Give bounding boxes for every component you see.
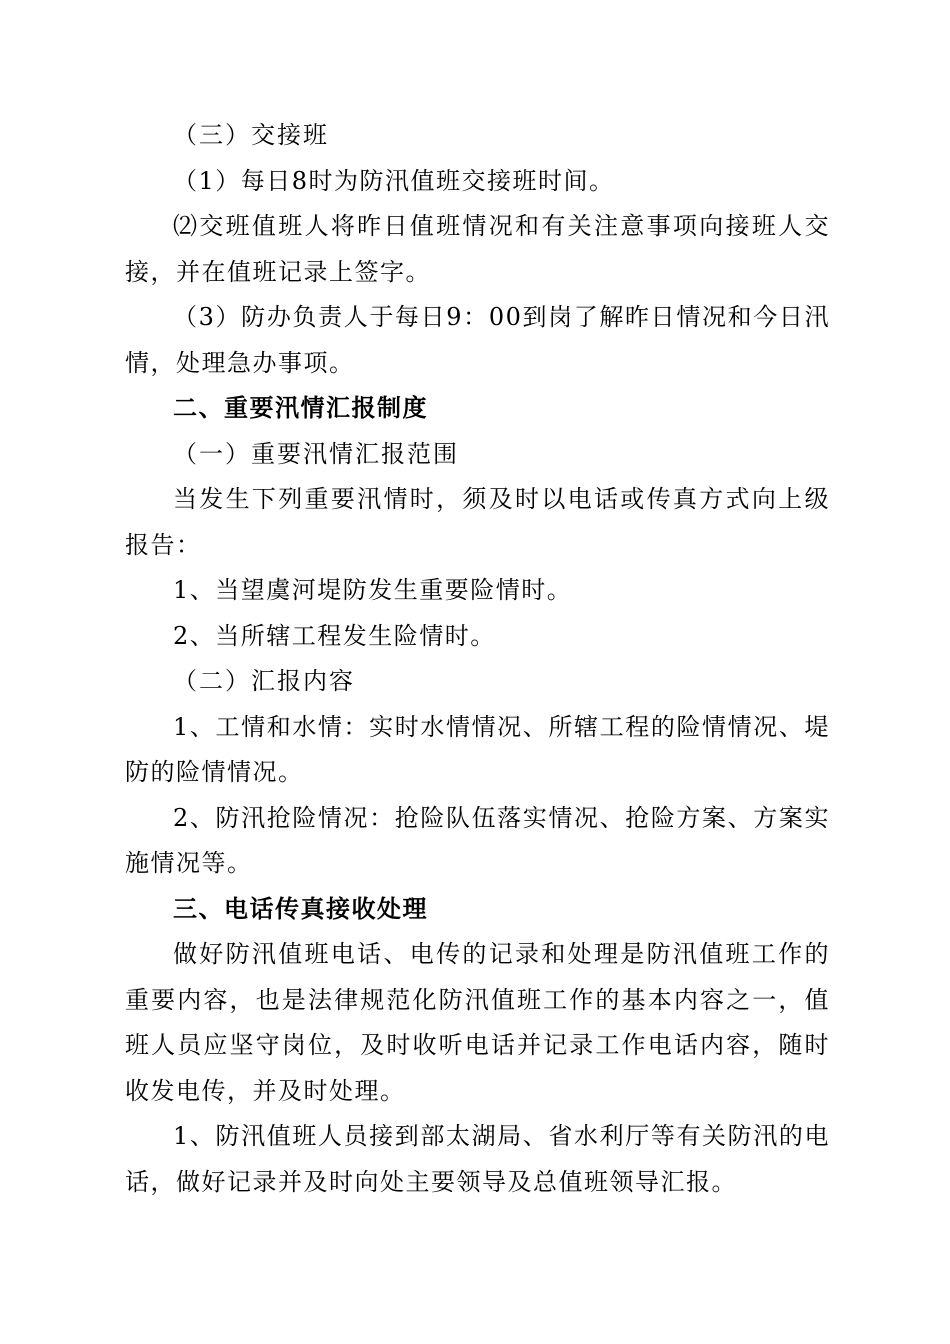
paragraph-handover-duties: ⑵交班值班人将昨日值班情况和有关注意事项向接班人交接，并在值班记录上签字。 <box>125 212 830 286</box>
subsection-heading-handover: （三）交接班 <box>173 121 329 149</box>
paragraph-office-head-duties: （3）防办负责人于每日9：00到岗了解昨日情况和今日汛情，处理急办事项。 <box>125 303 830 377</box>
paragraph-handover-time: （1）每日8时为防汛值班交接班时间。 <box>173 166 615 195</box>
document-body <box>125 113 830 1205</box>
list-item-work-water-conditions: 1、工情和水情：实时水情情况、所辖工程的险情情况、堤防的险情情况。 <box>125 712 830 786</box>
list-item-call-recording: 1、防汛值班人员接到部太湖局、省水利厅等有关防汛的电话，做好记录并及时向处主要领导及总值班领导汇报。 <box>125 1122 830 1196</box>
subsection-heading-report-content: （二）汇报内容 <box>173 667 355 695</box>
section-heading-flood-reporting: 二、重要汛情汇报制度 <box>173 394 428 422</box>
list-item-emergency-rescue: 2、防汛抢险情况：抢险队伍落实情况、抢险方案、方案实施情况等。 <box>125 803 830 877</box>
paragraph-report-conditions: 当发生下列重要汛情时，须及时以电话或传真方式向上级报告： <box>125 485 830 559</box>
list-item-embankment-danger: 1、当望虞河堤防发生重要险情时。 <box>173 576 573 604</box>
list-item-project-danger: 2、当所辖工程发生险情时。 <box>173 621 496 650</box>
section-heading-phone-fax: 三、电话传真接收处理 <box>173 894 428 923</box>
paragraph-phone-fax-handling: 做好防汛值班电话、电传的记录和处理是防汛值班工作的重要内容，也是法律规范化防汛值班工作的基本内容之一，值班人员应坚守岗位，及时收听电话并记录工作电话内容，随时收发电传，并及时处理。 <box>125 940 830 1105</box>
subsection-heading-report-scope: （一）重要汛情汇报范围 <box>173 439 459 468</box>
